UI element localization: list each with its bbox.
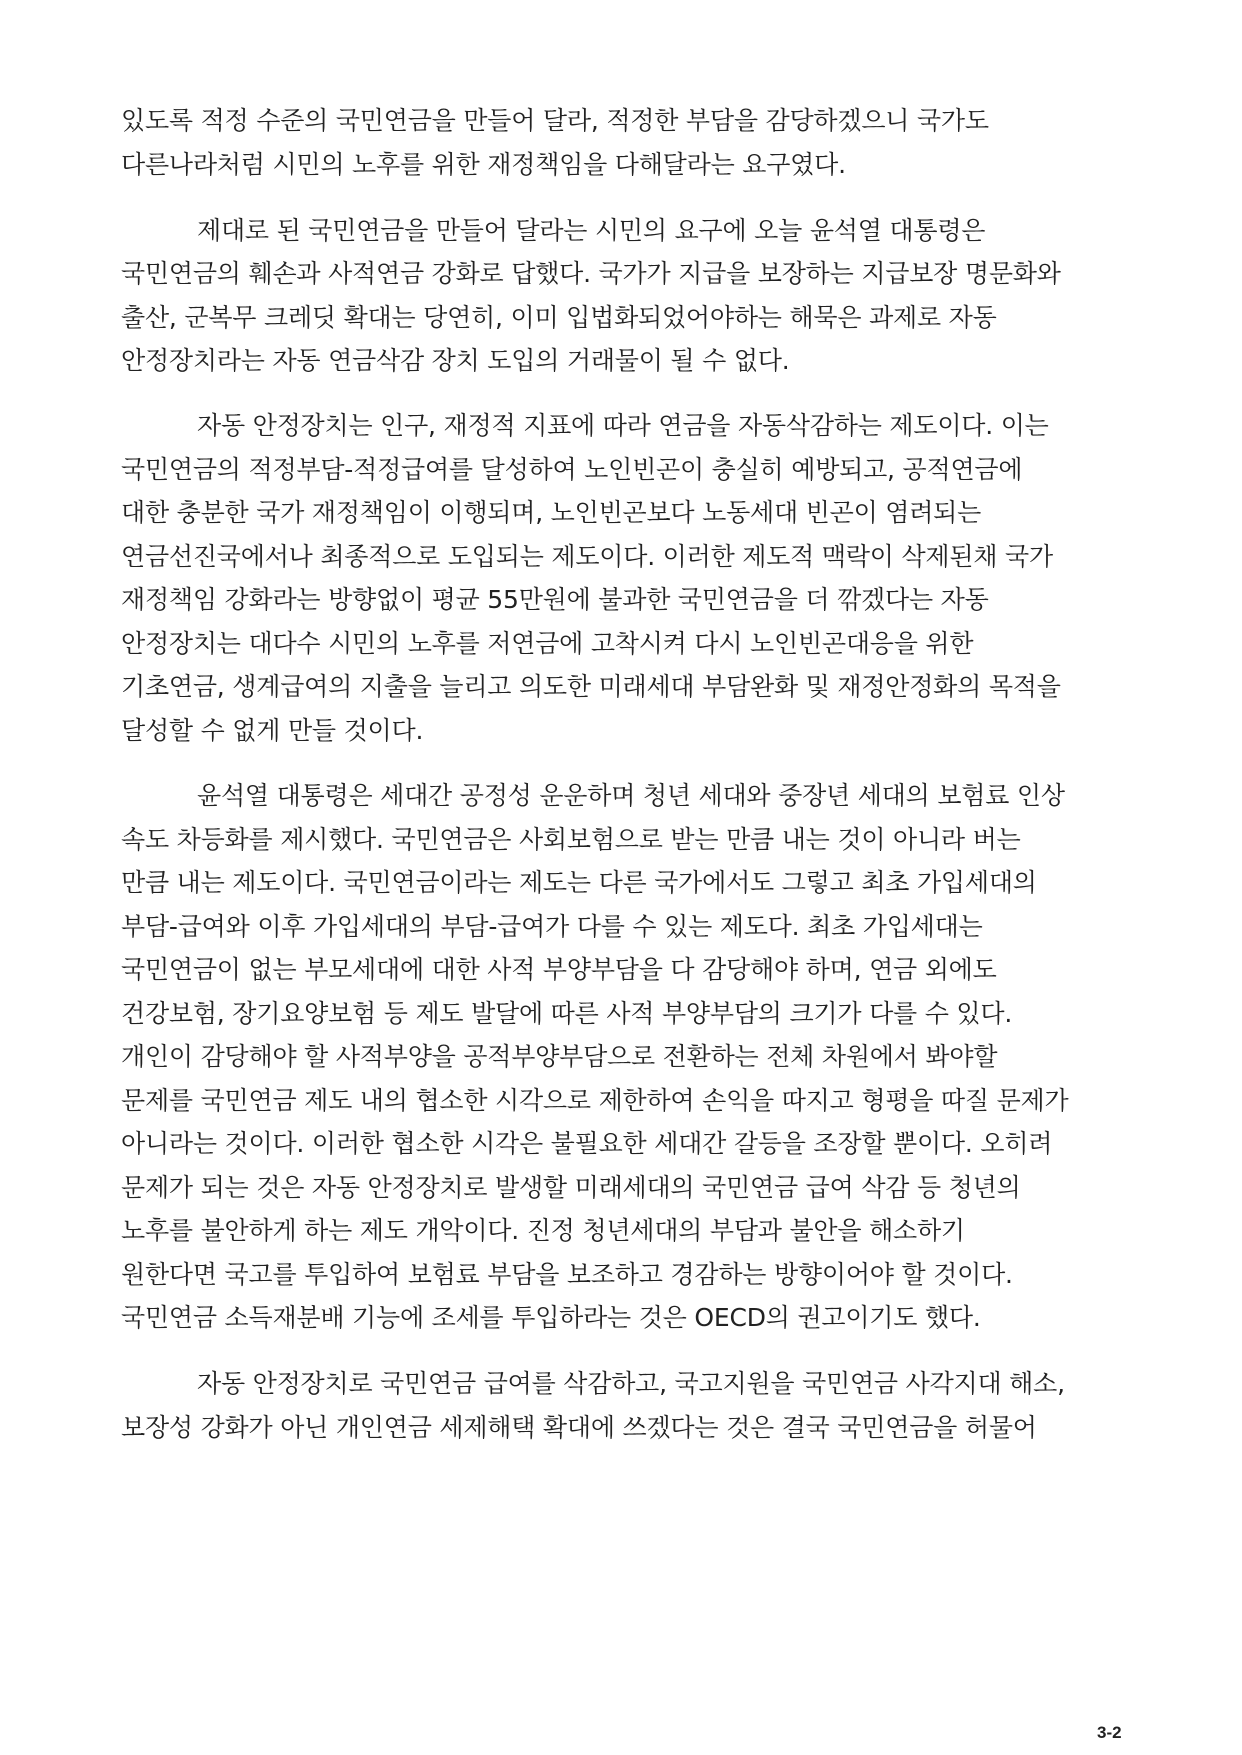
text-line: 부담-급여와 이후 가입세대의 부담-급여가 다를 수 있는 제도다. 최초 가입세대는 xyxy=(121,912,983,941)
text-line: 국민연금의 적정부담-적정급여를 달성하여 노인빈곤이 충실히 예방되고, 공적연금에 xyxy=(121,455,1023,484)
text-line: 속도 차등화를 제시했다. 국민연금은 사회보험으로 받는 만큼 내는 것이 아니라 버는 xyxy=(121,825,1021,854)
text-line: 연금선진국에서나 최종적으로 도입되는 제도이다. 이러한 제도적 맥락이 삭제된채 국가 xyxy=(121,542,1053,571)
text-line: 문제를 국민연금 제도 내의 협소한 시각으로 제한하여 손익을 따지고 형평을 따질 문제가 xyxy=(121,1086,1069,1115)
text-line: 출산, 군복무 크레딧 확대는 당연히, 이미 입법화되었어야하는 해묵은 과제로 자동 xyxy=(121,303,997,332)
text-line: 안정장치는 대다수 시민의 노후를 저연금에 고착시켜 다시 노인빈곤대응을 위한 xyxy=(121,629,974,658)
text-line: 국민연금이 없는 부모세대에 대한 사적 부양부담을 다 감당해야 하며, 연금 외에도 xyxy=(121,955,997,984)
text-line: 윤석열 대통령은 세대간 공정성 운운하며 청년 세대와 중장년 세대의 보험료 인상 xyxy=(197,781,1065,810)
text-line: 자동 안정장치는 인구, 재정적 지표에 따라 연금을 자동삭감하는 제도이다. 이는 xyxy=(197,411,1049,440)
text-line: 국민연금의 훼손과 사적연금 강화로 답했다. 국가가 지급을 보장하는 지급보장 명문화와 xyxy=(121,259,1061,288)
page-number: 3-2 xyxy=(1097,1723,1122,1742)
text-line: 재정책임 강화라는 방향없이 평균 55만원에 불과한 국민연금을 더 깎겠다는 자동 xyxy=(121,585,989,614)
text-line: 자동 안정장치로 국민연금 급여를 삭감하고, 국고지원을 국민연금 사각지대 해소, xyxy=(197,1369,1065,1398)
text-line: 국민연금 소득재분배 기능에 조세를 투입하라는 것은 OECD의 권고이기도 했다. xyxy=(121,1303,981,1332)
text-line: 있도록 적정 수준의 국민연금을 만들어 달라, 적정한 부담을 감당하겠으니 국가도 xyxy=(121,106,989,135)
text-line: 문제가 되는 것은 자동 안정장치로 발생할 미래세대의 국민연금 급여 삭감 등 청년의 xyxy=(121,1173,1021,1202)
text-line: 아니라는 것이다. 이러한 협소한 시각은 불필요한 세대간 갈등을 조장할 뿐이다. 오히려 xyxy=(121,1129,1053,1158)
text-line: 대한 충분한 국가 재정책임이 이행되며, 노인빈곤보다 노동세대 빈곤이 염려되는 xyxy=(121,498,982,527)
text-line: 다른나라처럼 시민의 노후를 위한 재정책임을 다해달라는 요구였다. xyxy=(121,150,846,179)
text-line: 제대로 된 국민연금을 만들어 달라는 시민의 요구에 오늘 윤석열 대통령은 xyxy=(197,216,986,245)
text-line: 기초연금, 생계급여의 지출을 늘리고 의도한 미래세대 부담완화 및 재정안정화의 목적을 xyxy=(121,672,1061,701)
text-line: 건강보험, 장기요양보험 등 제도 발달에 따른 사적 부양부담의 크기가 다를 수 있다. xyxy=(121,999,1013,1028)
text-line: 달성할 수 없게 만들 것이다. xyxy=(121,716,424,745)
text-line: 원한다면 국고를 투입하여 보험료 부담을 보조하고 경감하는 방향이어야 할 것이다. xyxy=(121,1260,1013,1289)
text-line: 개인이 감당해야 할 사적부양을 공적부양부담으로 전환하는 전체 차원에서 봐야할 xyxy=(121,1042,998,1071)
text-line: 만큼 내는 제도이다. 국민연금이라는 제도는 다른 국가에서도 그렇고 최초 가입세대의 xyxy=(121,868,1037,897)
text-line: 안정장치라는 자동 연금삭감 장치 도입의 거래물이 될 수 없다. xyxy=(121,346,790,375)
text-line: 보장성 강화가 아닌 개인연금 세제해택 확대에 쓰겠다는 것은 결국 국민연금을 허물어 xyxy=(121,1413,1037,1442)
text-line: 노후를 불안하게 하는 제도 개악이다. 진정 청년세대의 부담과 불안을 해소하기 xyxy=(121,1216,965,1245)
